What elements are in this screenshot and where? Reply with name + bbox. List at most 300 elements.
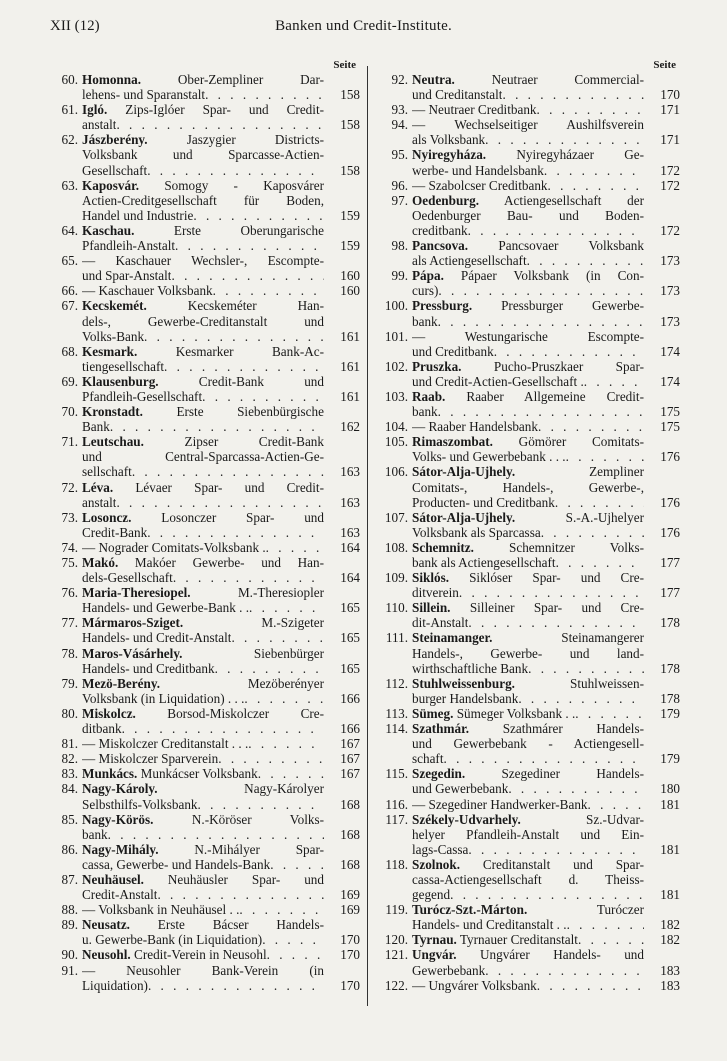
- place-name: Mezö-Berény.: [82, 675, 160, 691]
- entry-number: 106.: [384, 464, 408, 480]
- entry-text: Turóczer: [527, 902, 644, 918]
- entry-text: als Volksbank: [412, 132, 486, 148]
- entry: [378, 238, 680, 268]
- place-name: Maria-Theresiopel.: [82, 585, 191, 601]
- place-name: Sátor-Alja-Ujhely.: [412, 509, 516, 525]
- entry-number: 61.: [61, 102, 78, 118]
- dot-leader: [541, 525, 644, 540]
- page-ref: 167: [340, 736, 360, 752]
- page-ref: 178: [660, 660, 680, 676]
- page-ref: 179: [660, 705, 680, 721]
- entry-text: und Creditbank: [412, 343, 494, 359]
- entry-text: Kecskeméter Han-: [146, 298, 324, 314]
- entry-number: 118.: [385, 856, 408, 872]
- dot-leader: [566, 449, 644, 464]
- entry-text: Liquidation): [82, 977, 148, 993]
- dot-leader: [122, 721, 324, 736]
- entry-number: 84.: [61, 781, 78, 797]
- entry-text: Tyrnauer Creditanstalt: [456, 932, 578, 948]
- entry-number: 79.: [61, 675, 78, 691]
- entry-text: bank: [412, 404, 438, 420]
- entry-text: Kesmarker Bank-Ac-: [137, 343, 324, 359]
- entry-text: Silleiner Spar- und Cre-: [450, 600, 644, 616]
- entry-text: Creditanstalt und Spar-: [460, 856, 644, 872]
- entry-text: — Raaber Handelsbank: [412, 419, 538, 435]
- entry-number: 88.: [61, 902, 78, 918]
- entry: [378, 721, 680, 766]
- entry-text: Zips-Iglóer Spar- und Credit-: [107, 102, 324, 118]
- dot-leader: [538, 419, 644, 434]
- place-name: Pressburg.: [412, 298, 473, 314]
- dot-leader: [468, 223, 644, 238]
- entry: [48, 917, 360, 947]
- page-ref: 183: [660, 977, 680, 993]
- page-ref: 174: [660, 373, 680, 389]
- entry-number: 112.: [385, 675, 408, 691]
- place-name: Nyiregyháza.: [412, 147, 487, 163]
- dot-leader: [567, 917, 644, 932]
- page-ref: 177: [660, 555, 680, 570]
- entry: [378, 147, 680, 177]
- dot-leader: [468, 842, 644, 857]
- dot-leader: [248, 736, 324, 751]
- page-ref: 167: [340, 766, 360, 782]
- entry-text: — Kaschauer Volksbank: [82, 283, 213, 299]
- entry-text: N.-Mihályer Spar-: [158, 841, 324, 857]
- entry: [48, 555, 360, 585]
- dot-leader: [164, 359, 324, 374]
- entry-text: als Actiengesellschaft: [412, 253, 527, 269]
- page-ref: 165: [340, 600, 360, 616]
- place-name: Szegedin.: [412, 766, 466, 782]
- page-ref: 170: [340, 977, 360, 993]
- page-ref: 158: [340, 87, 360, 103]
- entry-number: 108.: [384, 539, 408, 555]
- entry-text: und Gewerbebank: [412, 781, 509, 797]
- entry: [378, 812, 680, 857]
- dot-leader: [548, 178, 644, 193]
- page-ref: 182: [660, 932, 680, 948]
- dot-leader: [450, 887, 644, 902]
- dot-leader: [205, 87, 324, 102]
- page-ref: 172: [660, 222, 680, 238]
- entry-text: sellschaft: [82, 464, 132, 480]
- page-ref: 181: [660, 887, 680, 903]
- entry-text: und Creditanstalt: [412, 87, 503, 103]
- place-name: Léva.: [82, 479, 114, 495]
- dot-leader: [175, 238, 324, 253]
- place-name: Losoncz.: [82, 509, 132, 525]
- left-column: [48, 58, 360, 993]
- entry: [378, 600, 680, 630]
- entry: [378, 857, 680, 902]
- entry-text: und Gewerbebank - Actiengesell-: [412, 736, 644, 752]
- entry-text: Nyiregyházaer Ge-: [486, 147, 644, 163]
- entry: [378, 434, 680, 464]
- right-column: [378, 58, 680, 993]
- entry-text: Volksbank als Sparcassa: [412, 524, 541, 540]
- entry-number: 107.: [384, 509, 408, 525]
- page-ref: 176: [660, 524, 680, 540]
- entry-number: 115.: [385, 766, 408, 782]
- entry-text: N.-Köröser Volks-: [153, 811, 324, 827]
- page-ref: 160: [340, 268, 360, 284]
- entry-text: bank: [82, 826, 108, 842]
- page-ref: 170: [340, 932, 360, 948]
- page-ref: 160: [340, 283, 360, 299]
- page-ref: 165: [340, 660, 360, 676]
- page-ref: 168: [340, 826, 360, 842]
- entry-text: — Wechselseitiger Aushilfsverein: [412, 117, 644, 133]
- page-ref: 162: [340, 419, 360, 435]
- entry-number: 111.: [385, 630, 408, 646]
- place-name: Makó.: [82, 555, 119, 570]
- entry-number: 120.: [384, 932, 408, 948]
- page-ref: 168: [340, 796, 360, 812]
- place-name: Szolnok.: [412, 856, 461, 872]
- entry: [48, 102, 360, 132]
- entry-number: 85.: [61, 811, 78, 827]
- entry-text: Ungvárer Handels- und: [456, 947, 644, 963]
- place-name: Pápa.: [412, 268, 444, 284]
- dot-leader: [588, 797, 644, 812]
- page-ref: 175: [660, 404, 680, 420]
- dot-leader: [537, 102, 644, 117]
- entry: [378, 464, 680, 509]
- place-name: Pruszka.: [412, 358, 462, 374]
- dot-leader: [527, 253, 644, 268]
- entry-text: Jaszygier Districts-: [147, 132, 324, 148]
- entry-number: 83.: [61, 766, 78, 782]
- entry-number: 101.: [384, 328, 408, 344]
- dot-leader: [444, 751, 645, 766]
- page-ref: 161: [340, 358, 360, 374]
- entry-text: Zempliner: [515, 464, 644, 480]
- place-name: Igló.: [82, 102, 108, 118]
- entry-text: cassa, Gewerbe- und Handels-Bank: [82, 856, 271, 872]
- entry-number: 60.: [61, 72, 78, 87]
- entry-text: Erste Oberungarische: [134, 222, 324, 238]
- entry-number: 96.: [391, 177, 408, 193]
- place-name: Pancsova.: [412, 238, 469, 254]
- entry: [378, 797, 680, 812]
- place-name: Kaposvár.: [82, 177, 140, 193]
- entry-text: Szathmárer Handels-: [469, 721, 644, 737]
- entry-number: 113.: [385, 705, 408, 721]
- page-ref: 171: [660, 132, 680, 148]
- dot-leader: [494, 344, 644, 359]
- entry-text: dit-Anstalt: [412, 615, 469, 631]
- dot-leader: [270, 857, 324, 872]
- entry: [48, 781, 360, 811]
- entry-text: — Szegediner Handwerker-Bank: [412, 796, 588, 812]
- page-ref: 183: [660, 962, 680, 978]
- entry-text: Handels- und Gewerbe-Bank . .: [82, 600, 249, 616]
- page-ref: 176: [660, 449, 680, 465]
- entry: [48, 404, 360, 434]
- place-name: Raab.: [412, 388, 446, 404]
- entry-list: [378, 72, 680, 993]
- entry-number: 62.: [61, 132, 78, 148]
- page-ref: 170: [340, 947, 360, 963]
- place-name: Nagy-Mihály.: [82, 841, 159, 857]
- entry-number: 97.: [391, 192, 408, 208]
- entry: [48, 766, 360, 781]
- entry-text: lehens- und Sparanstalt: [82, 87, 206, 103]
- page-ref: 161: [340, 388, 360, 404]
- entry-number: 72.: [61, 479, 78, 495]
- entry-text: Handels-, Gewerbe- und land-: [412, 645, 644, 661]
- page-ref: 169: [340, 887, 360, 903]
- entry-number: 109.: [384, 570, 408, 586]
- entry-number: 87.: [61, 871, 78, 887]
- entry-text: Pápaer Volksbank (in Con-: [443, 268, 644, 284]
- entry-number: 119.: [385, 902, 408, 918]
- entry-text: — Miskolczer Sparverein: [82, 751, 219, 767]
- entry-text: — Nograder Comitats-Volksbank .: [82, 539, 266, 555]
- place-name: Munkács.: [82, 766, 138, 782]
- entry-number: 86.: [61, 841, 78, 857]
- entry: [378, 298, 680, 328]
- page-ref: 164: [340, 539, 360, 555]
- entry: [48, 223, 360, 253]
- entry-text: Munkácser Volksbank: [137, 766, 258, 782]
- entry-text: wirthschaftliche Bank: [412, 660, 529, 676]
- page-number: XII (12): [50, 18, 100, 34]
- dot-leader: [249, 600, 324, 615]
- entry-number: 80.: [61, 705, 78, 721]
- entry-number: 116.: [385, 796, 408, 812]
- entry-text: Producten- und Creditbank: [412, 494, 555, 510]
- place-name: Neutra.: [412, 72, 455, 87]
- entry-text: Volksbank (in Liquidation) . . .: [82, 690, 245, 706]
- page-ref: 158: [340, 117, 360, 133]
- entry-text: burger Handelsbank: [412, 690, 519, 706]
- entry: [48, 283, 360, 298]
- dot-leader: [171, 268, 324, 283]
- entry-number: 105.: [384, 434, 408, 450]
- dot-leader: [578, 932, 644, 947]
- entry-text: Nagy-Károlyer: [157, 781, 324, 797]
- place-name: Neusatz.: [82, 917, 130, 933]
- entry: [378, 630, 680, 675]
- entry-text: Pfandleih-Anstalt: [82, 238, 176, 254]
- page-ref: 166: [340, 721, 360, 737]
- entry-text: — Ungvárer Volksbank: [412, 977, 537, 993]
- entry-text: Credit-Verein in Neusohl: [130, 947, 267, 963]
- entry-number: 76.: [61, 585, 78, 601]
- entry-text: gegend: [412, 887, 451, 903]
- entry: [48, 344, 360, 374]
- entry-number: 89.: [61, 917, 78, 933]
- entry-text: Sz.-Udvar-: [520, 811, 644, 827]
- entry-number: 70.: [61, 404, 78, 420]
- entry-number: 104.: [384, 419, 408, 435]
- page-ref: 175: [660, 419, 680, 435]
- page-ref: 172: [660, 162, 680, 178]
- column-label-seite: Seite: [333, 59, 356, 71]
- entry: [378, 766, 680, 796]
- place-name: Nagy-Károly.: [82, 781, 158, 797]
- entry: [48, 706, 360, 736]
- dot-leader: [116, 495, 324, 510]
- entry: [48, 132, 360, 177]
- entry-text: Handels- und Credit-Anstalt: [82, 630, 232, 646]
- entry: [378, 72, 680, 102]
- dot-leader: [468, 615, 644, 630]
- entry: [48, 842, 360, 872]
- place-name: Kaschau.: [82, 222, 135, 238]
- dot-leader: [193, 208, 324, 223]
- entry-number: 122.: [384, 977, 408, 993]
- dot-leader: [528, 661, 644, 676]
- entry: [378, 389, 680, 419]
- entry-text: Neutraer Commercial-: [454, 72, 644, 87]
- entry-number: 75.: [61, 555, 78, 570]
- entry-text: Somogy - Kaposvárer: [139, 177, 324, 193]
- entry-text: Actien-Creditgesellschaft für Boden,: [82, 192, 324, 208]
- entry: [378, 706, 680, 721]
- page-ref: 158: [340, 162, 360, 178]
- page-ref: 163: [340, 464, 360, 480]
- entry: [48, 585, 360, 615]
- place-name: Sátor-Alja-Ujhely.: [412, 464, 516, 480]
- place-name: Homonna.: [82, 72, 141, 87]
- entry-number: 66.: [61, 283, 78, 299]
- entry: [378, 570, 680, 600]
- place-name: Jászberény.: [82, 132, 148, 148]
- entry-text: Zipser Credit-Bank: [143, 434, 324, 450]
- entry-number: 121.: [384, 947, 408, 963]
- page-ref: 164: [340, 570, 360, 586]
- entry: [378, 540, 680, 570]
- entry-text: Siklóser Spar- und Cre-: [449, 570, 644, 586]
- entry-text: Mezöberényer: [160, 675, 324, 691]
- entry-text: Gömörer Comitats-: [492, 434, 644, 450]
- dot-leader: [485, 963, 644, 978]
- dot-leader: [262, 932, 324, 947]
- entry-text: und Central-Sparcassa-Actien-Ge-: [82, 449, 324, 465]
- dot-leader: [213, 283, 324, 298]
- entry-text: M.-Szigeter: [183, 615, 324, 631]
- page-ref: 159: [340, 238, 360, 254]
- entry-text: ditbank: [82, 721, 122, 737]
- place-name: Steinamanger.: [412, 630, 493, 646]
- entry-text: helyer Pfandleih-Anstalt und Ein-: [412, 826, 644, 842]
- dot-leader: [555, 495, 644, 510]
- entry-number: 81.: [61, 736, 78, 752]
- entry-number: 114.: [385, 721, 408, 737]
- place-name: Kecskemét.: [82, 298, 147, 314]
- place-name: Székely-Udvarhely.: [412, 811, 521, 827]
- entry-text: Sümeger Volksbank . .: [453, 705, 576, 721]
- page-ref: 178: [660, 615, 680, 631]
- entry-text: Lévaer Spar- und Credit-: [113, 479, 324, 495]
- entry-number: 99.: [391, 268, 408, 284]
- dot-leader: [575, 706, 644, 721]
- entry-text: Volksbank und Sparcasse-Actien-: [82, 147, 324, 163]
- entry-text: Actiengesellschaft der: [479, 192, 644, 208]
- entry-text: Erste Bácser Handels-: [129, 917, 324, 933]
- entry-text: Handels- und Creditbank: [82, 660, 215, 676]
- entry-text: Raaber Allgemeine Credit-: [445, 388, 644, 404]
- entry-list: [48, 72, 360, 993]
- entry-number: 63.: [61, 177, 78, 193]
- page-ref: 177: [660, 585, 680, 601]
- entry-text: bank als Actiengesellschaft: [412, 555, 556, 570]
- dot-leader: [144, 329, 324, 344]
- entry-number: 110.: [385, 600, 408, 616]
- page-ref: 168: [340, 856, 360, 872]
- dot-leader: [108, 827, 324, 842]
- entry-text: — Neutraer Creditbank: [412, 102, 537, 118]
- entry-number: 73.: [61, 509, 78, 525]
- dot-leader: [438, 314, 644, 329]
- dot-leader: [258, 766, 324, 781]
- entry: [48, 253, 360, 283]
- entry-text: Pressburger Gewerbe-: [472, 298, 644, 314]
- dot-leader: [502, 87, 644, 102]
- page-ref: 167: [340, 751, 360, 767]
- entry-text: Credit-Bank: [82, 524, 148, 540]
- dot-leader: [215, 661, 324, 676]
- entry-text: ditverein: [412, 585, 459, 601]
- page-ref: 180: [660, 781, 680, 797]
- entry: [378, 419, 680, 434]
- entry-number: 74.: [61, 539, 78, 555]
- entry-text: Comitats-, Handels-, Gewerbe-,: [412, 479, 644, 495]
- dot-leader: [267, 947, 324, 962]
- entry: [378, 978, 680, 993]
- entry-text: Erste Siebenbürgische: [142, 404, 324, 420]
- entry-number: 117.: [385, 811, 408, 827]
- entry-number: 102.: [384, 358, 408, 374]
- entry: [378, 117, 680, 147]
- entry-number: 98.: [391, 238, 408, 254]
- entry: [378, 932, 680, 947]
- entry: [48, 178, 360, 223]
- entry: [48, 751, 360, 766]
- entry-text: Makóer Gewerbe- und Han-: [118, 555, 324, 570]
- dot-leader: [147, 525, 324, 540]
- page-ref: 181: [660, 796, 680, 812]
- dot-leader: [485, 132, 644, 147]
- entry: [378, 329, 680, 359]
- entry-text: Pancsovaer Volksbank: [468, 238, 644, 254]
- place-name: Mármaros-Sziget.: [82, 615, 184, 631]
- entry-text: cassa-Actiengesellschaft d. Theiss-: [412, 871, 644, 887]
- entry-number: 77.: [61, 615, 78, 631]
- dot-leader: [147, 163, 324, 178]
- dot-leader: [438, 404, 644, 419]
- dot-leader: [518, 691, 644, 706]
- page-ref: 173: [660, 253, 680, 269]
- entry-text: Pucho-Pruszkaer Spar-: [461, 358, 644, 374]
- place-name: Leutschau.: [82, 434, 144, 450]
- entry-text: Selbsthilfs-Volksbank: [82, 796, 198, 812]
- page-ref: 179: [660, 751, 680, 767]
- dot-leader: [239, 902, 324, 917]
- entry-text: — Neusohler Bank-Verein (in: [82, 962, 324, 978]
- page-ref: 165: [340, 630, 360, 646]
- column-label-seite: Seite: [653, 59, 676, 71]
- entry-number: 78.: [61, 645, 78, 661]
- entry-number: 91.: [61, 962, 78, 978]
- dot-leader: [202, 389, 324, 404]
- place-name: Schemnitz.: [412, 539, 474, 555]
- entry-text: und Spar-Anstalt: [82, 268, 172, 284]
- place-name: Sillein.: [412, 600, 451, 616]
